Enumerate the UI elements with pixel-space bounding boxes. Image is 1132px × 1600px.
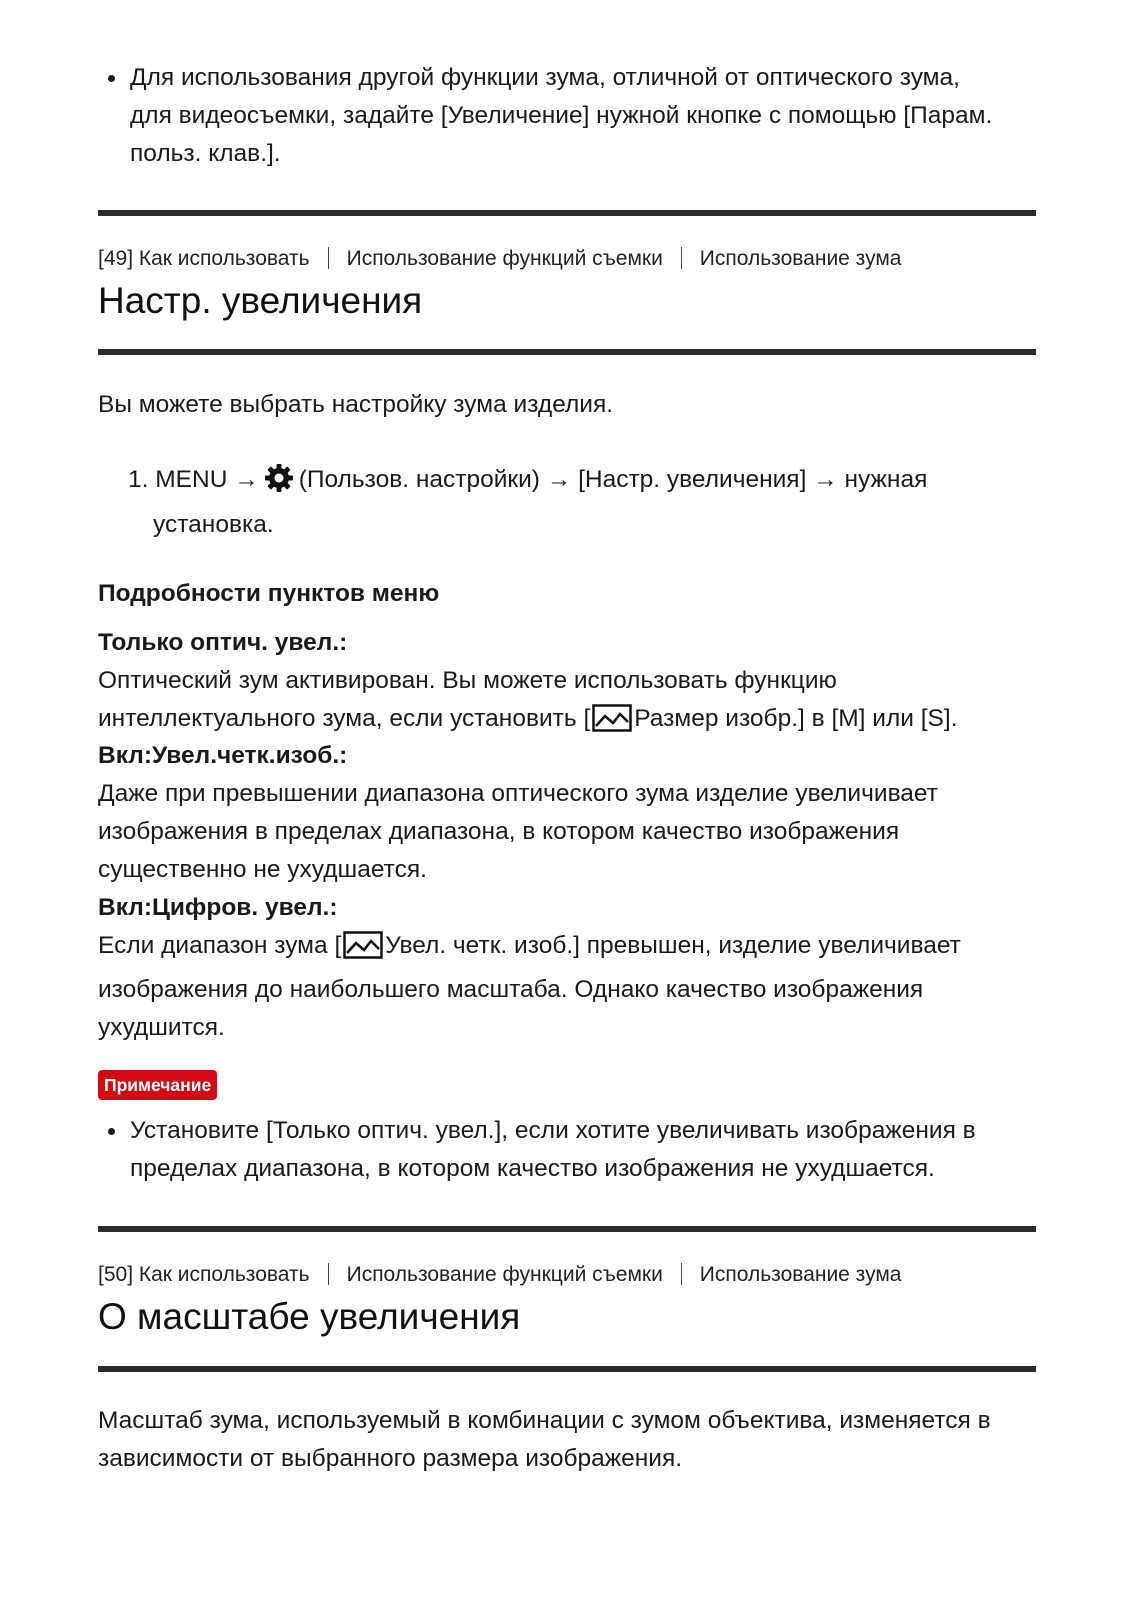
image-size-icon [343, 931, 383, 971]
title-underline [98, 1366, 1036, 1372]
text-line: Установите [Только оптич. увел.], если хотите увеличивать изображения в [130, 1117, 976, 1144]
text-line: зависимости от выбранного размера изображения. [98, 1445, 683, 1472]
image-size-icon [592, 704, 632, 744]
title-underline [98, 349, 1036, 355]
note-badge: Примечание [98, 1070, 217, 1100]
text-fragment: Если диапазон зума [ [98, 932, 342, 959]
breadcrumb-item[interactable]: Использование зума [699, 1263, 902, 1286]
text-line: изображения до наибольшего масштаба. Однако качество изображения [98, 976, 924, 1003]
menu-item-label: Вкл:Увел.четк.изоб.: [98, 742, 348, 769]
step-text: установка. [153, 511, 274, 538]
menu-item-label: Вкл:Цифров. увел.: [98, 894, 338, 921]
text-fragment: интеллектуального зума, если установить [ [98, 705, 591, 732]
text-line: Масштаб зума, используемый в комбинации с зумом объектива, изменяется в [98, 1407, 991, 1434]
intro-text: Вы можете выбрать настройку зума изделия. [98, 391, 614, 418]
breadcrumb-separator [681, 247, 682, 269]
note-list [98, 1112, 1058, 1188]
breadcrumb-separator [681, 1263, 682, 1285]
intro-text [98, 1402, 991, 1478]
breadcrumb-item[interactable]: [50] Как использовать [98, 1263, 310, 1286]
page-title: Настр. увеличения [98, 280, 423, 321]
step-number: 1. [128, 466, 149, 493]
details-heading: Подробности пунктов меню [98, 580, 440, 607]
step-item [128, 461, 927, 544]
breadcrumb-item[interactable]: Использование функций съемки [346, 1263, 663, 1286]
breadcrumb-item[interactable]: Использование зума [699, 247, 902, 270]
text-line: Для использования другой функции зума, отличной от оптического зума, [130, 64, 960, 91]
text-fragment: Размер изобр.] в [M] или [S]. [634, 705, 958, 732]
text-line: для видеосъемки, задайте [Увеличение] нужной кнопке с помощью [Парам. [130, 102, 993, 129]
breadcrumb [98, 245, 901, 273]
list-item [98, 1112, 1058, 1188]
breadcrumb-item[interactable]: [49] Как использовать [98, 247, 310, 270]
section-divider [98, 210, 1036, 216]
breadcrumb-item[interactable]: Использование функций съемки [346, 247, 663, 270]
menu-item-desc [98, 775, 938, 889]
top-bullet-list [98, 59, 1058, 173]
page-title: О масштабе увеличения [98, 1296, 521, 1337]
gear-icon [263, 462, 295, 506]
menu-item-desc: Оптический зум активирован. Вы можете использовать функцию [98, 667, 837, 694]
menu-item-label: Только оптич. увел.: [98, 629, 348, 656]
breadcrumb [98, 1261, 901, 1289]
breadcrumb-separator [328, 247, 329, 269]
text-line: ухудшится. [98, 1014, 225, 1041]
step-text: MENU → [155, 466, 259, 493]
text-line: изображения в пределах диапазона, в котором качество изображения [98, 818, 900, 845]
step-text: (Пользов. настройки) → [Настр. увеличения] → нужная [298, 466, 928, 493]
list-item [98, 59, 1058, 173]
text-line: пределах диапазона, в котором качество изображения не ухудшается. [130, 1155, 935, 1182]
text-line: существенно не ухудшается. [98, 856, 427, 883]
text-line: польз. клав.]. [130, 140, 281, 167]
menu-item-desc [98, 927, 961, 1047]
text-line: Даже при превышении диапазона оптического зума изделие увеличивает [98, 780, 938, 807]
section-divider [98, 1226, 1036, 1232]
breadcrumb-separator [328, 1263, 329, 1285]
text-fragment: Увел. четк. изоб.] превышен, изделие увеличивает [385, 932, 961, 959]
